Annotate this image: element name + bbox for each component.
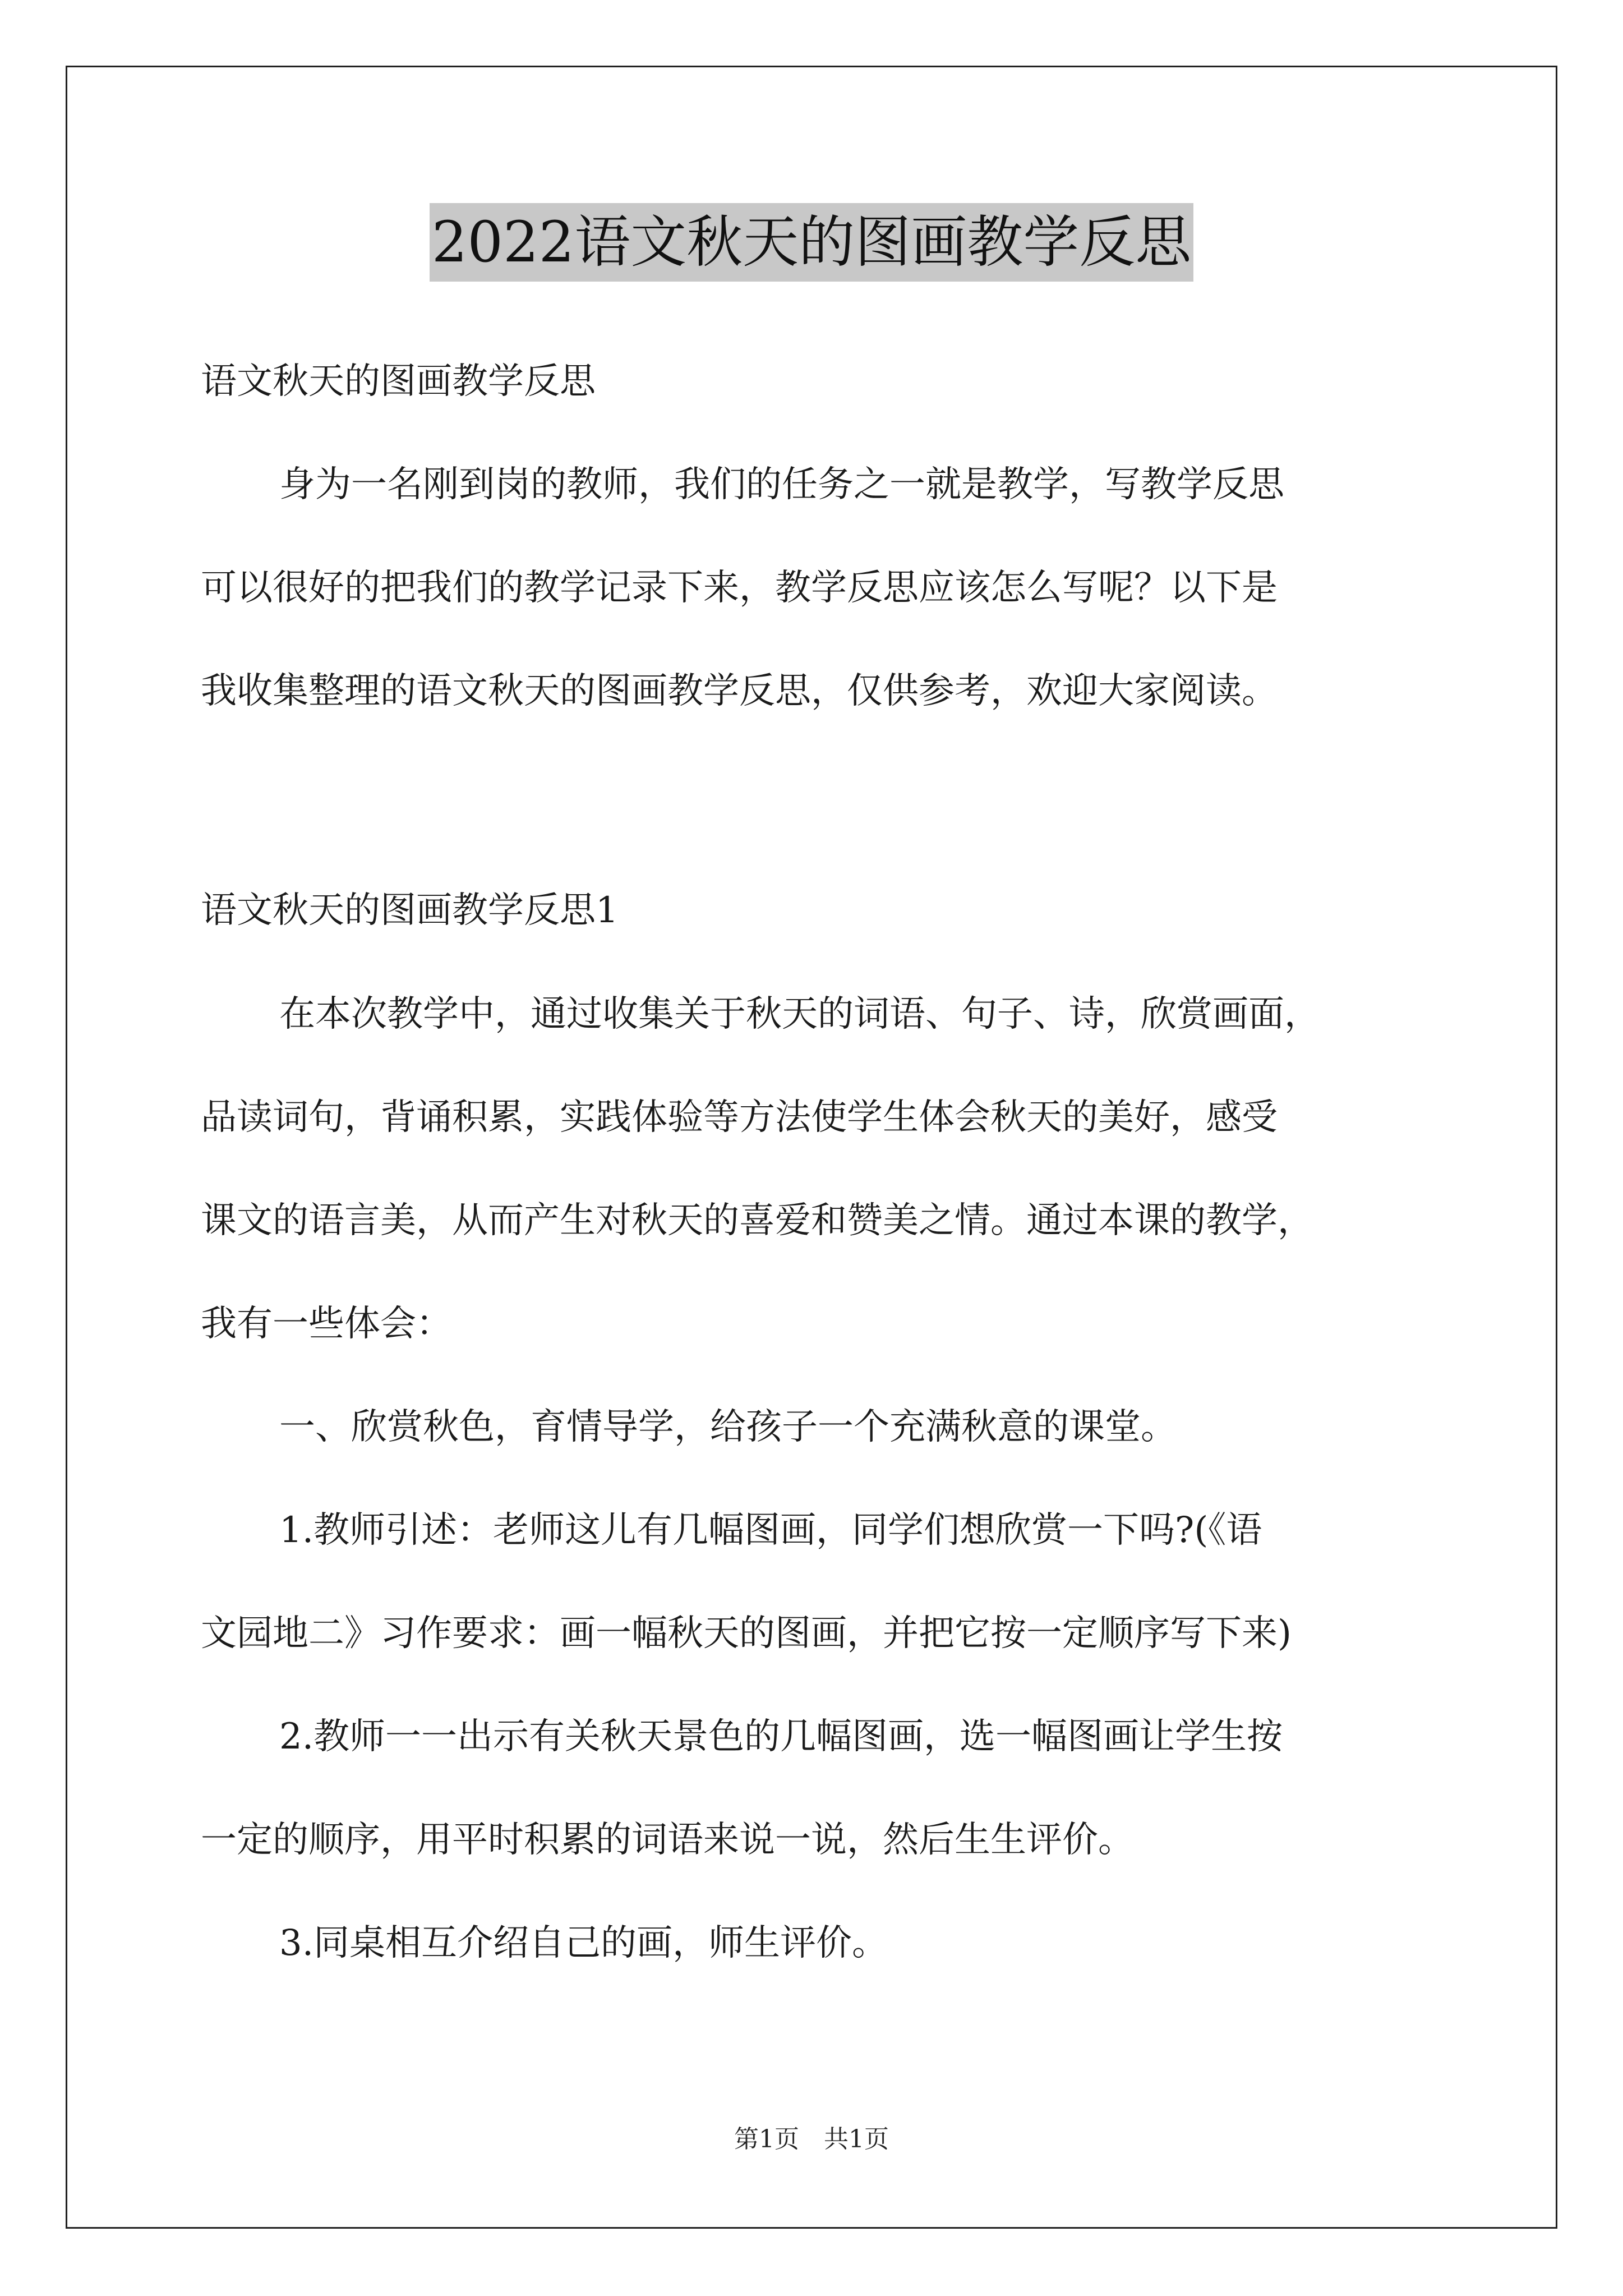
item-1-line-2: 文园地二》习作要求：画一幅秋天的图画，并把它按一定顺序写下来) — [201, 1613, 1292, 1654]
item-2-line-1: 2.教师一一出示有关秋天景色的几幅图画，选一幅图画让学生按 — [279, 1716, 1283, 1757]
intro-line-3: 我收集整理的语文秋天的图画教学反思，仅供参考，欢迎大家阅读。 — [201, 670, 1278, 712]
item-2-line-2: 一定的顺序，用平时积累的词语来说一说，然后生生评价。 — [201, 1819, 1134, 1861]
section-heading-1: 语文秋天的图画教学反思1 — [201, 890, 619, 931]
item-1-line-1: 1.教师引述：老师这儿有几幅图画，同学们想欣赏一下吗?(《语 — [279, 1510, 1262, 1551]
body-line-1: 在本次教学中，通过收集关于秋天的词语、句子、诗，欣赏画面， — [279, 993, 1320, 1035]
intro-line-1: 身为一名刚到岗的教师，我们的任务之一就是教学，写教学反思 — [279, 464, 1284, 505]
document-title: 2022语文秋天的图画教学反思 — [430, 203, 1194, 282]
item-3-line-1: 3.同桌相互介绍自己的画，师生评价。 — [279, 1922, 888, 1964]
page-footer: 第1页 共1页 — [734, 2125, 889, 2154]
subtitle-line: 语文秋天的图画教学反思 — [201, 361, 596, 402]
title-container — [0, 203, 1623, 282]
body-line-4: 我有一些体会： — [201, 1303, 452, 1345]
body-line-2: 品读词句，背诵积累，实践体验等方法使学生体会秋天的美好，感受 — [201, 1097, 1278, 1138]
body-line-3: 课文的语言美，从而产生对秋天的喜爱和赞美之情。通过本课的教学， — [201, 1200, 1313, 1241]
point-heading-1: 一、欣赏秋色，育情导学，给孩子一个充满秋意的课堂。 — [279, 1406, 1177, 1448]
intro-line-2: 可以很好的把我们的教学记录下来，教学反思应该怎么写呢？以下是 — [201, 567, 1278, 609]
